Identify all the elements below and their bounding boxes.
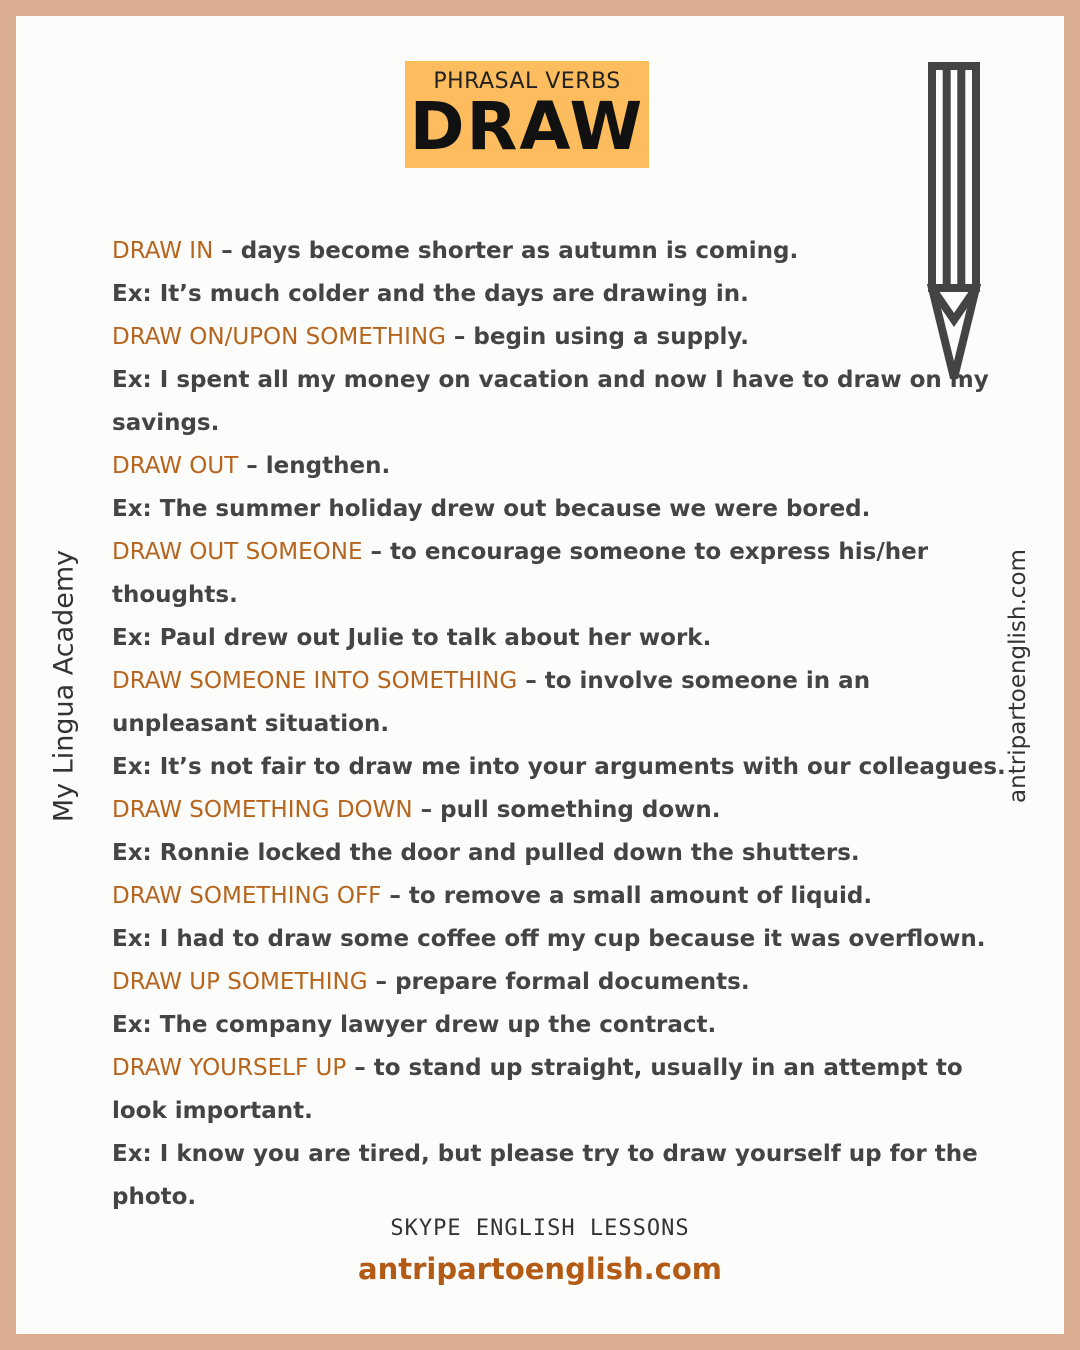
phrasal-verb-term: DRAW SOMEONE INTO SOMETHING <box>112 668 518 694</box>
phrasal-verb-definition: to involve someone in an unpleasant situation. <box>112 668 871 737</box>
title-small: PHRASAL VERBS <box>433 69 621 94</box>
entry <box>112 789 1012 875</box>
phrasal-verb-example: Ex: Paul drew out Julie to talk about her work. <box>112 625 712 651</box>
phrasal-verb-example: Ex: It’s not fair to draw me into your arguments with our colleagues. <box>112 754 1006 780</box>
dash-separator: – <box>445 324 474 350</box>
entry <box>112 660 1012 789</box>
phrasal-verb-term: DRAW UP SOMETHING <box>112 969 368 995</box>
dash-separator: – <box>346 1055 374 1081</box>
title-big: DRAW <box>409 88 645 165</box>
phrasal-verb-term: DRAW SOMETHING DOWN <box>112 797 413 823</box>
dash-separator: – <box>362 539 391 565</box>
title-box <box>405 61 649 168</box>
entry-definition-line <box>112 230 1012 273</box>
side-label-left: My Lingua Academy <box>48 549 80 823</box>
entry <box>112 1047 1012 1219</box>
phrasal-verb-example: Ex: I spent all my money on vacation and now I have to draw on my savings. <box>112 367 989 436</box>
entry-definition-line <box>112 1047 1012 1133</box>
entry-definition-line <box>112 789 1012 832</box>
entry <box>112 961 1012 1047</box>
footer-lessons: SKYPE ENGLISH LESSONS <box>390 1216 690 1241</box>
dash-separator: – <box>213 238 241 264</box>
phrasal-verb-definition: to stand up straight, usually in an attempt to look important. <box>112 1055 963 1124</box>
phrasal-verb-term: DRAW OUT SOMEONE <box>112 539 363 565</box>
phrasal-verb-example: Ex: I know you are tired, but please try to draw yourself up for the photo. <box>112 1141 978 1210</box>
entry-definition-line <box>112 660 1012 746</box>
phrasal-verb-list <box>112 230 1012 1219</box>
phrasal-verb-example: Ex: Ronnie locked the door and pulled down the shutters. <box>112 840 860 866</box>
phrasal-verb-term: DRAW YOURSELF UP <box>112 1055 347 1081</box>
phrasal-verb-example: Ex: The company lawyer drew up the contract. <box>112 1012 717 1038</box>
dash-separator: – <box>517 668 545 694</box>
phrasal-verb-example: Ex: The summer holiday drew out because we were bored. <box>112 496 871 522</box>
phrasal-verb-example: Ex: I had to draw some coffee off my cup because it was overflown. <box>112 926 986 952</box>
entry <box>112 445 1012 531</box>
phrasal-verb-definition: begin using a supply. <box>473 324 750 350</box>
phrasal-verb-definition: pull something down. <box>440 797 721 823</box>
phrasal-verb-term: DRAW OUT <box>112 453 239 479</box>
dash-separator: – <box>367 969 396 995</box>
entry-definition-line <box>112 875 1012 918</box>
dash-separator: – <box>381 883 409 909</box>
phrasal-verb-term: DRAW IN <box>112 238 214 264</box>
entry <box>112 531 1012 660</box>
dash-separator: – <box>412 797 441 823</box>
entry <box>112 230 1012 316</box>
phrasal-verb-term: DRAW ON/UPON SOMETHING <box>112 324 446 350</box>
phrasal-verb-definition: to remove a small amount of liquid. <box>408 883 873 909</box>
entry <box>112 875 1012 961</box>
entry <box>112 316 1012 445</box>
entry-definition-line <box>112 445 1012 488</box>
phrasal-verb-example: Ex: It’s much colder and the days are drawing in. <box>112 281 749 307</box>
phrasal-verb-definition: to encourage someone to express his/her thoughts. <box>112 539 929 608</box>
entry-definition-line <box>112 316 1012 359</box>
entry-definition-line <box>112 531 1012 617</box>
dash-separator: – <box>238 453 266 479</box>
phrasal-verb-definition: prepare formal documents. <box>395 969 750 995</box>
phrasal-verb-term: DRAW SOMETHING OFF <box>112 883 382 909</box>
side-label-right: antripartoenglish.com <box>1005 549 1031 803</box>
entry-definition-line <box>112 961 1012 1004</box>
phrasal-verb-definition: lengthen. <box>265 453 391 479</box>
footer-url[interactable]: antripartoenglish.com <box>358 1252 722 1286</box>
phrasal-verb-definition: days become shorter as autumn is coming. <box>240 238 799 264</box>
